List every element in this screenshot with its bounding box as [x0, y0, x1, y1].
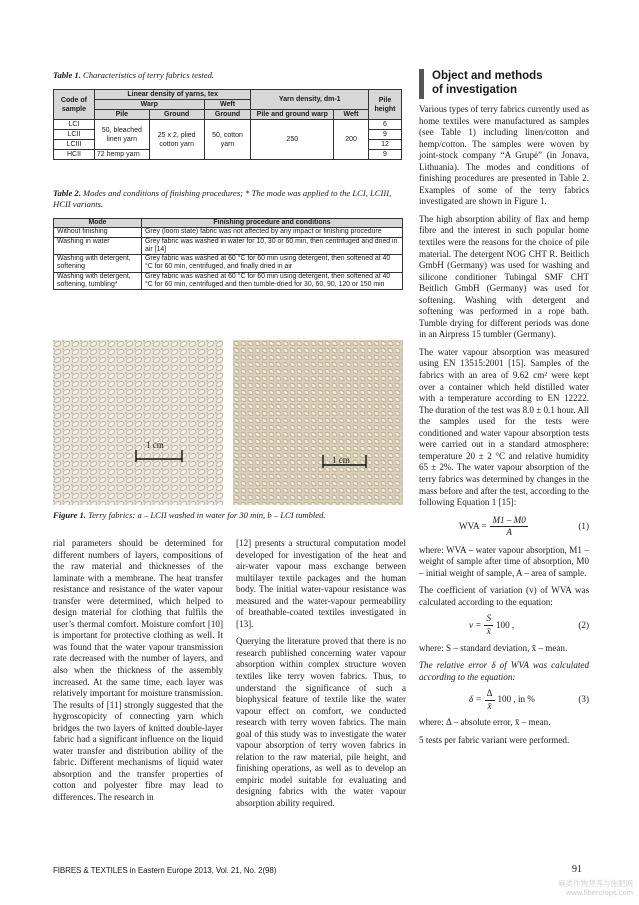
equation-2: v = $\frac{S}{x̄}$ 100 , (2) [469, 613, 589, 636]
t1-density-warp: 250 [251, 120, 334, 160]
table2 [53, 218, 403, 290]
table2-caption: Table 2. Modes and conditions of finishing procedures; * The mode was applied to the LCI, LCIII, HCII variants. [53, 188, 392, 209]
heading-bar [419, 69, 424, 99]
equation-1: WVA = $\frac{M1 - M0}{A}$ (1) [459, 514, 589, 538]
t1-pile-warp: 50, bleached linen yarn [94, 120, 149, 150]
t1-header-pile: Pile [94, 110, 149, 120]
t1-pile-height: 9 [368, 150, 401, 160]
t2-procedure: Grey fabric was washed at 60 °C for 60 min using detergent, then softened at 40 °C for 60 min, centrifuged and then tumble-dried for 30, 60, 90, 120 or 150 min [142, 272, 403, 290]
scale-label-a: 1 cm [146, 440, 164, 450]
body-paragraph: rial parameters should be determined for different numbers of layers, compositions of the raw material and thicknesses of the laminate with a membrane. The heat transfer resistance and resistance of the water vapour transfer were determined, which helped to design material for clothing that fulfils the user’s thermal comfort. Moisture comfort [10] is important for protective clothing as well. It was found that the water vapour transmission rate decreased with the number of layers, and also when the thickness of the assembly increased. At the same time, each layer was relatively important for moisture transmission. The results of [11] strongly suggested that the hygroscopicity of connecting yarn which bridges the two layers of knitted double-layer fabric had a significant influence on the liquid water transfer and distribution ability of the fabric. Different mechanisms of liquid water absorption and the transfer properties of cotton and polyester fibre may lead to differences. The research in [53, 538, 223, 803]
scale-label-b: 1 cm [332, 455, 350, 465]
table1-caption: Table 1. Characteristics of terry fabrics tested. [53, 70, 215, 80]
watermark: 麻类作物营养与施肥网 www.fibercrops.com [558, 879, 633, 897]
page-number: 91 [572, 864, 582, 875]
t1-pile-height: 12 [368, 140, 401, 150]
body-paragraph: The high absorption ability of flax and hemp fibre and the interest in such popular home textiles were the reasons for the choice of pile material. The detergent NOG CHT R. Beitlich GmbH (Germany) was used for washing and silicone conditioner Tubingal SMF CHT Beitlich GmbH (Germany) was used for softening. Washing with detergent and softening was performed in a rope bath. Tumble drying for different periods was done in an Airpress 15 tumbler (Germany). [419, 213, 589, 340]
t2-procedure: Grey fabric was washed at 60 °C for 60 min using detergent, then softened at 40 °C for 60 min, centrifuged, and finally dried in air [142, 255, 403, 273]
body-paragraph: where: Δ – absolute error, x̄ – mean. [419, 717, 551, 728]
t1-header-linear-density: Linear density of yarns, tex [94, 90, 251, 100]
t1-density-weft: 200 [334, 120, 369, 160]
t1-header-yd-weft: Weft [334, 110, 369, 120]
figure1-caption: Figure 1. Terry fabrics: a – LCII washed in water for 30 min, b – LCI tumbled. [53, 510, 326, 520]
t1-header-ground: Ground [149, 110, 204, 120]
t2-mode: Washing in water [54, 237, 142, 255]
body-paragraph: The relative error δ of WVA was calculated according to the equation: [419, 660, 589, 682]
t2-mode: Without finishing [54, 228, 142, 237]
t2-procedure: Grey fabric was washed in water for 10, 30 or 60 min, then centrifuged and dried in air [14] [142, 237, 403, 255]
fabric-photo-b [233, 340, 403, 505]
right-column [419, 104, 589, 746]
body-paragraph: where: S – standard deviation, x̄ – mean. [419, 642, 568, 653]
t1-ground-warp: 25 x 2, plied cotton yarn [149, 120, 204, 160]
body-paragraph: 5 tests per fabric variant were performed. [419, 734, 570, 745]
t1-header-code: Code of sample [54, 90, 95, 120]
t1-pile-warp-hcii: 72 hemp yarn [94, 150, 149, 160]
t1-pile-height: 9 [368, 130, 401, 140]
body-paragraph: [12] presents a structural computation model developed for investigation of the heat and air-water vapour mass exchange between multilayer textile packages and the human body. The initial water-vapour resistance was measured and the water-vapour permeability of breathable-coated textiles investigated in [13]. [236, 538, 406, 629]
body-paragraph: The coefficient of variation (v) of WVA was calculated according to the equation: [419, 585, 589, 607]
t1-header-pile-height: Pile height [368, 90, 401, 120]
body-paragraph: where: WVA – water vapour absorption, M1 – weight of sample after time of absorption, M0 – initial weight of sample, A – area of sample. [419, 544, 589, 578]
left-column [53, 538, 223, 804]
t1-weft-ground: 50, cotton yarn [204, 120, 251, 160]
t2-mode: Washing with detergent, softening, tumbling* [54, 272, 142, 290]
t1-code: LCIII [54, 140, 95, 150]
t1-code: LCII [54, 130, 95, 140]
t2-header-procedure: Finishing procedure and conditions [142, 219, 403, 228]
t1-pile-height: 6 [368, 120, 401, 130]
t2-procedure: Grey (loom state) fabric was not affected by any impact or finishing procedure [142, 228, 403, 237]
t1-header-pile-ground-warp: Pile and ground warp [251, 110, 334, 120]
t2-header-mode: Mode [54, 219, 142, 228]
body-paragraph: Various types of terry fabrics currently used as home textiles were manufactured as samples (see Table 1) including linen/cotton and hemp/cotton. The samples were woven by joint-stock company “A Grupė” (in Jonava, Lithuania). The modes and conditions of finishing procedures are presented in Table 2. Examples of some of the terry fabrics investigated are shown in Figure 1. [419, 104, 589, 207]
section-heading: Object and methods of investigation [432, 70, 543, 96]
fabric-photo-a [53, 340, 223, 505]
table1 [53, 89, 402, 160]
t1-header-warp: Warp [94, 100, 204, 110]
t1-header-weft: Weft [204, 100, 251, 110]
t1-header-weft-ground: Ground [204, 110, 251, 120]
body-paragraph: The water vapour absorption was measured using EN 13515:2001 [15]. Samples of the fabrics with an area of 9.62 cm² were kept over a container which held distilled water with a temperature according to EN 12222. The duration of the test was 8.0 ± 0.1 hour. All the samples used for the tests were conditioned and water vapour absorption tests were carried out in a standard atmosphere: temperature 20 ± 2 °C and relative humidity 65 ± 2%. The water vapour absorption of the terry fabrics was determined by changes in the mass before and after the test, according to the following Equation 1 [15]: [419, 346, 589, 508]
footer-journal: FIBRES & TEXTILES in Eastern Europe 2013, Vol. 21, No. 2(98) [53, 866, 277, 875]
t1-header-yarn-density: Yarn density, dm-1 [251, 90, 369, 110]
t1-code: HCII [54, 150, 95, 160]
t2-mode: Washing with detergent, softening [54, 255, 142, 273]
body-paragraph: Querying the literature proved that there is no research published concerning water vapour absorption within complex structure woven textiles like terry woven fabrics. Thus, to understand the significance of such a biophysical feature of textile like the water vapour effect on comfort, we conducted research with terry woven fabrics. The main goal of this study was to investigate the water vapour absorption of terry woven fabrics in relation to the raw material, pile height, and finishing operations, as well as to develop an empiric model suitable for evaluating and designing fabrics with the water vapour absorption ability required. [236, 636, 406, 809]
middle-column [236, 538, 406, 810]
equation-3: δ = $\frac{\Delta}{x̄}$ 100 , in % (3) [469, 688, 589, 711]
t1-code: LCI [54, 120, 95, 130]
